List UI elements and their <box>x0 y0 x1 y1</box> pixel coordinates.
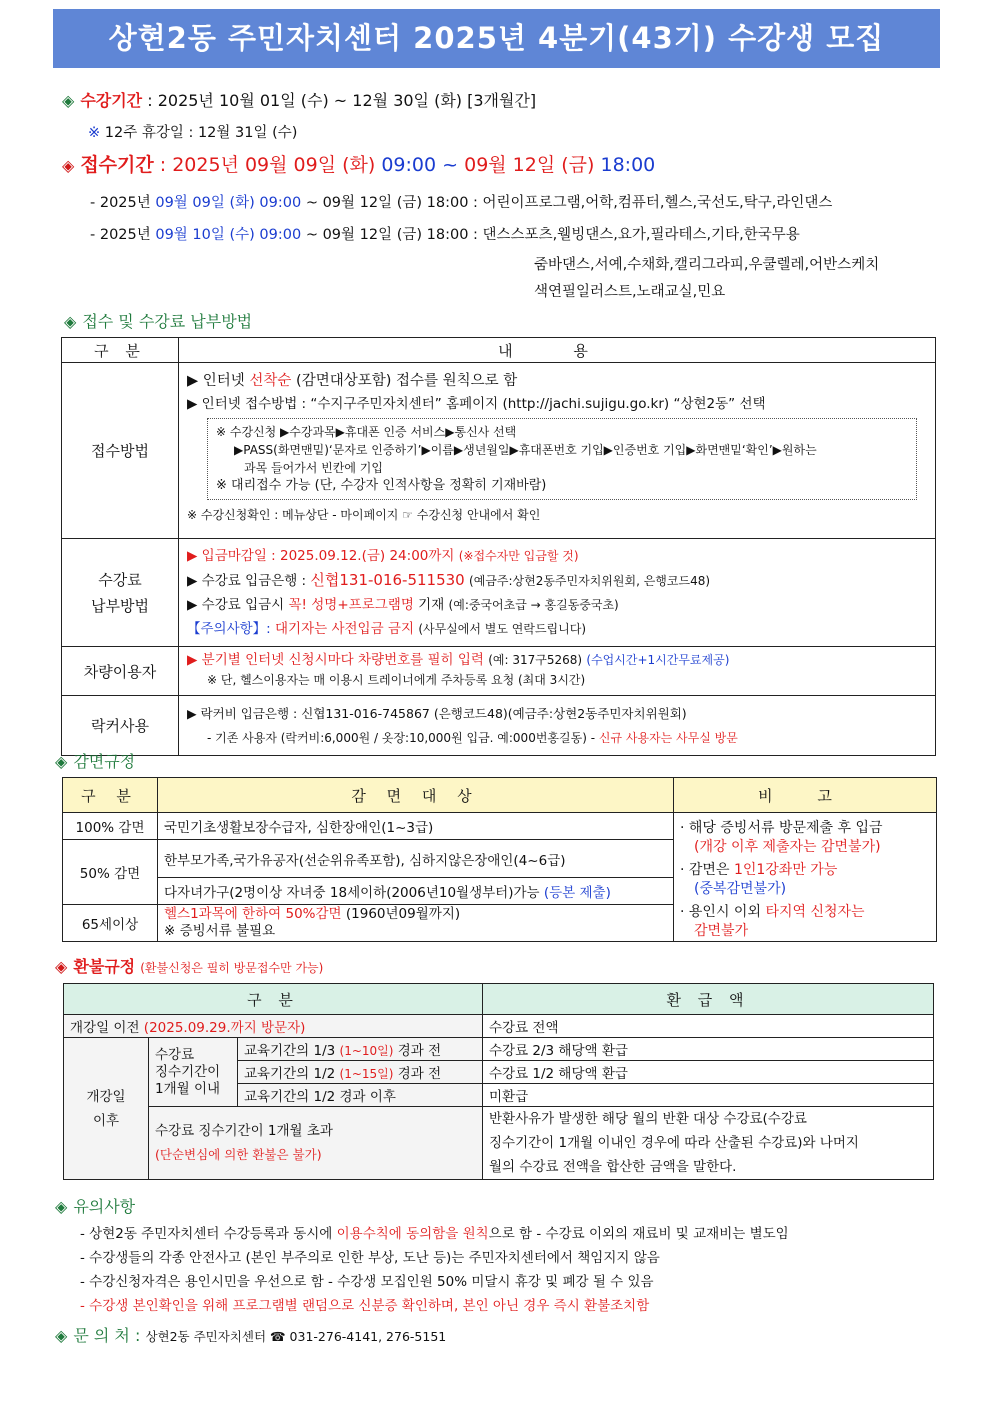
text: 반환사유가 발생한 해당 월의 반환 대상 수강료(수강료 <box>489 1111 807 1127</box>
text: (예: 317구5268) <box>488 653 583 667</box>
contact-value: 상현2동 주민자치센터 ☎ 031-276-4141, 276-5151 <box>145 1329 447 1344</box>
reception-schedule-1 <box>90 191 832 212</box>
text: (1~10일) <box>339 1044 394 1058</box>
text: 징수기간이 <box>155 1063 221 1080</box>
schedule-programs-cont-1: 줌바댄스,서예,수채화,캘리그라피,우쿨렐레,어반스케치 <box>534 257 880 273</box>
text: ▶ 인터넷 <box>187 373 245 389</box>
page-title: 상현2동 주민자치센터 2025년 4분기(43기) 수강생 모집 <box>53 9 940 68</box>
discount-heading <box>55 749 135 772</box>
text: 교육기간의 1/3 <box>244 1043 336 1059</box>
discount-level: 50% 감면 <box>63 840 158 905</box>
text: (예금주:상현2동주민자치위원회, 은행코드48) <box>469 574 711 588</box>
text: (2025.09.29.까지 방문자) <box>143 1020 306 1036</box>
text: (등본 제출) <box>543 885 611 901</box>
text: 개강일 이전 <box>70 1020 140 1036</box>
reception-method-cell <box>179 363 936 539</box>
text: 개강일 <box>86 1088 126 1105</box>
period-label: 수강기간 <box>80 91 143 110</box>
note-item: - 수강생 본인확인을 위해 프로그램별 랜덤으로 신분증 확인하며, 본인 아닌 경우 즉시 환불조치함 <box>80 1298 650 1314</box>
text: ▶ 수강료 입금시 <box>187 597 285 613</box>
schedule-date: 09월 09일 (화) 09:00 <box>155 195 302 211</box>
discount-heading-text: 감면규정 <box>73 752 136 771</box>
text: ▶ 인터넷 접수방법 : “수지구주민자치센터” 홈페이지 (http://jachi.sujigu.go.kr) “상현2동” 선택 <box>187 396 766 412</box>
instruction-box <box>207 418 917 500</box>
text: 수강료 <box>98 570 142 589</box>
text: ※ 수강신청 ▶수강과목▶휴대폰 인증 서비스▶통신사 선택 <box>216 425 517 439</box>
schedule-programs: ~ 09월 12일 (금) 18:00 : 어린이프로그램,어학,컴퓨터,헬스,국선도,탁구,라인댄스 <box>305 195 833 211</box>
locker-cell <box>179 696 936 756</box>
refund-heading <box>55 954 323 977</box>
row-label: 락커사용 <box>62 696 179 756</box>
text: ▶PASS(화면맨밑)‘문자로 인증하기’▶이름▶생년월일▶휴대폰번호 기입▶인증번호 기입▶화면맨밑‘확인’▶원하는 <box>234 443 817 457</box>
col-header-div: 구 분 <box>63 778 158 813</box>
text: 꼭! 성명+프로그램명 <box>288 597 414 613</box>
discount-target: 국민기초생활보장수급자, 심한장애인(1~3급) <box>158 813 674 840</box>
refund-before-open <box>64 1015 483 1038</box>
reception-label: 접수기간 <box>80 154 154 176</box>
text: (중복감면불가) <box>694 881 787 897</box>
text: 다자녀가구(2명이상 자녀중 18세이하(2006년10월생부터)가능 <box>164 885 540 901</box>
text: - 상현2동 주민자치센터 수강등록과 동시에 <box>80 1226 333 1242</box>
text: 교육기간의 1/2 <box>244 1066 336 1082</box>
schedule-date: 09월 10일 (수) 09:00 <box>155 227 302 243</box>
schedule-prefix: - 2025년 <box>90 227 151 243</box>
diamond-bullet-icon: ◈ <box>55 957 68 976</box>
col-header-note: 비 고 <box>674 778 937 813</box>
payment-heading <box>64 309 252 332</box>
note-mark-icon: ※ <box>88 125 101 141</box>
text: 경과 전 <box>397 1066 442 1082</box>
text: 이후 <box>92 1112 120 1129</box>
period-value: : 2025년 10월 01일 (수) ~ 12월 30일 (화) [3개월간] <box>147 91 537 110</box>
text: 감면불가 <box>694 923 749 939</box>
diamond-bullet-icon: ◈ <box>64 312 77 331</box>
text: 수강료 징수기간이 1개월 초과 <box>155 1123 333 1139</box>
text: 월의 수강료 전액을 합산한 금액을 말한다. <box>489 1159 737 1175</box>
text: ▶ 입금마감일 : 2025.09.12.(금) 24:00까지 <box>187 548 455 564</box>
refund-within-month <box>149 1038 238 1107</box>
refund-amount: 수강료 2/3 해당액 환급 <box>483 1038 934 1061</box>
text: ▶ 수강료 입금은행 : <box>187 573 307 589</box>
diamond-bullet-icon: ◈ <box>55 1197 68 1216</box>
refund-condition <box>238 1038 483 1061</box>
refund-amount: 수강료 전액 <box>483 1015 934 1038</box>
refund-amount: 미환급 <box>483 1084 934 1107</box>
row-label <box>62 539 179 647</box>
col-header-content: 내 용 <box>179 338 936 363</box>
col-header-amount: 환 급 액 <box>483 984 934 1015</box>
text: (감면대상포함) 접수를 원칙으로 함 <box>296 373 518 389</box>
reception-date-start: : 2025년 09월 09일 (화) <box>159 154 376 176</box>
discount-notes-cell <box>674 813 937 942</box>
notes-list <box>80 1222 789 1318</box>
text: 이용수칙에 동의함을 원칙 <box>336 1226 489 1242</box>
contact-row <box>55 1323 446 1346</box>
text: 1개월 이내 <box>155 1080 221 1097</box>
schedule-prefix: - 2025년 <box>90 195 151 211</box>
text: ※ 대리접수 가능 (단, 수강자 인적사항을 정확히 기재바람) <box>216 478 547 493</box>
discount-target: 한부모가족,국가유공자(선순위유족포함), 심하지않은장애인(4~6급) <box>158 840 674 878</box>
text: 1인1강좌만 가능 <box>733 862 838 878</box>
text: 신협131-016-511530 <box>310 571 465 589</box>
discount-level: 100% 감면 <box>63 813 158 840</box>
holiday-text: 12주 휴강일 : 12월 31일 (수) <box>104 125 298 141</box>
notes-heading <box>55 1194 135 1217</box>
text: (1~15일) <box>339 1067 394 1081</box>
discount-target <box>158 905 674 942</box>
row-label: 접수방법 <box>62 363 179 539</box>
text: (예:중국어초급 → 홍길동중국초) <box>448 598 619 612</box>
text: · 감면은 <box>680 862 730 878</box>
refund-after-open <box>64 1038 149 1180</box>
text: ▶ 락커비 입금은행 : 신협131-016-745867 (은행코드48)(예금주:상현2동주민자치위원회) <box>187 705 687 721</box>
text: 선착순 <box>249 373 292 389</box>
refund-amount <box>483 1107 934 1180</box>
text: · 해당 증빙서류 방문제출 후 입금 <box>680 820 883 836</box>
fee-method-cell <box>179 539 936 647</box>
payment-heading-text: 접수 및 수강료 납부방법 <box>82 312 253 331</box>
text: ※ 수강신청확인 : 메뉴상단 - 마이페이지 ☞ 수강신청 안내에서 확인 <box>187 508 541 522</box>
text: 으로 함 - 수강료 이외의 재료비 및 교재비는 별도임 <box>488 1226 789 1242</box>
contact-label: 문 의 처 : <box>73 1326 141 1345</box>
refund-heading-sub: (환불신청은 필히 방문접수만 가능) <box>140 961 324 975</box>
text: · 용인시 이외 <box>680 904 761 920</box>
notes-heading-text: 유의사항 <box>73 1197 136 1216</box>
text: 납부방법 <box>91 596 149 615</box>
refund-amount: 수강료 1/2 해당액 환급 <box>483 1061 934 1084</box>
diamond-bullet-icon: ◈ <box>55 752 68 771</box>
text: 신규 사용자는 사무실 방문 <box>598 730 738 745</box>
refund-table <box>63 983 934 1180</box>
text: (사무실에서 별도 연락드립니다) <box>418 622 587 636</box>
text: (개강 이후 제출자는 감면불가) <box>694 839 881 855</box>
diamond-bullet-icon: ◈ <box>55 1326 68 1345</box>
reception-time-start: 09:00 ~ <box>381 154 459 176</box>
period-row <box>62 88 536 111</box>
col-header-target: 감 면 대 상 <box>158 778 674 813</box>
note-item: - 수강생들의 각종 안전사고 (본인 부주의로 인한 부상, 도난 등)는 주민자치센터에서 책임지지 않음 <box>80 1250 660 1266</box>
discount-target <box>158 878 674 905</box>
refund-condition: 교육기간의 1/2 경과 이후 <box>238 1084 483 1107</box>
text: 경과 전 <box>397 1043 442 1059</box>
schedule-programs-cont-2: 색연필일러스트,노래교실,민요 <box>534 284 726 300</box>
col-header-div: 구 분 <box>64 984 483 1015</box>
text: ※ 증빙서류 불필요 <box>164 923 276 939</box>
refund-over-month <box>149 1107 483 1180</box>
reception-date-end: 09월 12일 (금) <box>464 154 595 176</box>
text: 대기자는 사전입금 금지 <box>275 621 415 637</box>
text: ※ 단, 헬스이용자는 매 이용시 트레이너에게 주차등록 요청 (최대 3시간) <box>207 673 586 687</box>
discount-level: 65세이상 <box>63 905 158 942</box>
text: 타지역 신청자는 <box>765 904 865 920</box>
diamond-bullet-icon: ◈ <box>62 156 75 175</box>
vehicle-cell <box>179 647 936 696</box>
text: - 기존 사용자 (락커비:6,000원 / 옷장:10,000원 입금. 예:000번홍길동) - <box>207 730 596 745</box>
reception-schedule-2 <box>90 223 800 244</box>
text: ▶ 분기별 인터넷 신청시마다 차량번호를 필히 입력 <box>187 652 484 668</box>
text: 수강료 <box>155 1046 195 1063</box>
row-label: 차량이용자 <box>62 647 179 696</box>
reception-time-end: 18:00 <box>600 154 656 176</box>
note-item: - 수강신청자격은 용인시민을 우선으로 함 - 수강생 모집인원 50% 미달시 휴강 및 폐강 될 수 있음 <box>80 1274 654 1290</box>
reception-row <box>62 150 655 177</box>
text: (수업시간+1시간무료제공) <box>586 653 730 667</box>
refund-heading-text: 환불규정 <box>73 957 136 976</box>
text: (※접수자만 입금할 것) <box>458 549 579 563</box>
text: 기재 <box>418 597 445 613</box>
holiday-row <box>88 121 297 142</box>
refund-condition <box>238 1061 483 1084</box>
text: 과목 들어가서 빈칸에 기입 <box>244 461 383 475</box>
payment-table <box>61 337 936 756</box>
text: (1960년09월까지) <box>345 906 461 922</box>
schedule-programs: ~ 09월 12일 (금) 18:00 : 댄스스포츠,웰빙댄스,요가,필라테스,기타,한국무용 <box>305 227 800 243</box>
diamond-bullet-icon: ◈ <box>62 91 75 110</box>
text: 【주의사항】: <box>187 621 271 637</box>
text: 징수기간이 1개월 이내인 경우에 따라 산출된 수강료)와 나머지 <box>489 1135 859 1151</box>
note-item <box>80 1222 789 1246</box>
discount-table <box>62 777 937 942</box>
text: 헬스1과목에 한하여 50%감면 <box>164 906 342 922</box>
text: (단순변심에 의한 환불은 불가) <box>155 1147 322 1162</box>
col-header-div: 구 분 <box>62 338 179 363</box>
